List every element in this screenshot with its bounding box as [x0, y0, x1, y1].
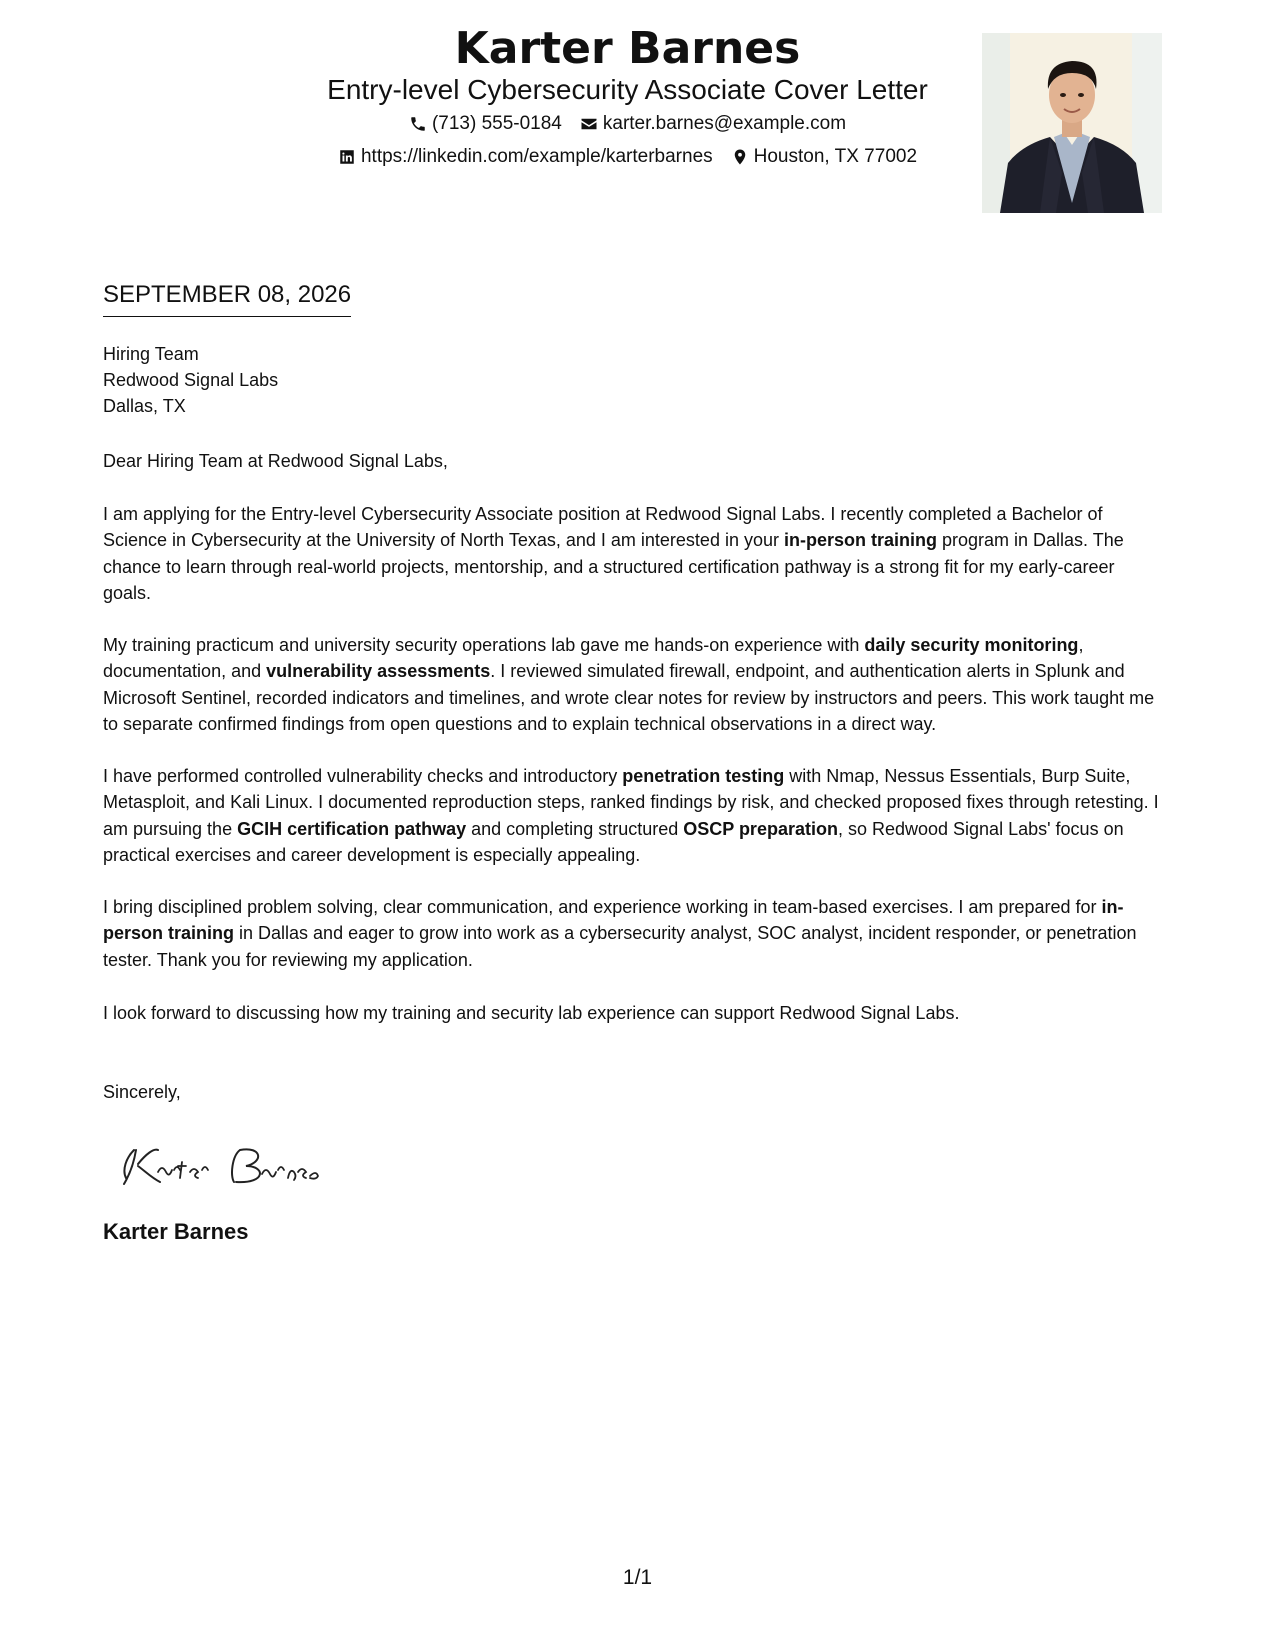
handwritten-signature — [112, 1132, 352, 1192]
body-paragraph-2: My training practicum and university security operations lab gave me hands-on experience with daily security monitoring, documentation, and vulnerability assessments. I reviewed simulated firewall, endpoint, and authentication alerts in Splunk and Microsoft Sentinel, recorded indicators and timelines, and wrote clear notes for review by instructors and peers. This work taught me to separate confirmed findings from open questions and to explain technical observations in a direct way. — [103, 635, 1155, 734]
highlight-in-person-training: in-person training — [783, 530, 937, 551]
contact-linkedin[interactable] — [338, 145, 713, 169]
contact-phone — [409, 112, 562, 136]
body-paragraph-5: I look forward to discussing how my training and security lab experience can support Redwood Signal Labs. — [103, 1003, 960, 1023]
body-paragraph-3: I have performed controlled vulnerability checks and introductory penetration testing with Nmap, Nessus Essentials, Burp Suite, Metasploit, and Kali Linux. I documented reproduction steps, ranked findings by risk, and checked proposed fixes through retesting. I am pursuing the GCIH certification pathway and completing structured OSCP preparation, so Redwood Signal Labs' focus on practical exercises and career development is especially appealing. — [103, 766, 1159, 865]
letter-subtitle: Entry-level Cybersecurity Associate Cover Letter — [327, 74, 928, 105]
recipient-line-2: Redwood Signal Labs — [103, 370, 279, 390]
letter-date: SEPTEMBER 08, 2026 — [103, 280, 351, 317]
signed-name: Karter Barnes — [103, 1219, 249, 1244]
recipient-address — [103, 341, 278, 419]
highlight-daily-security-monitoring: daily security monitoring — [864, 635, 1079, 655]
page-number: 1/1 — [622, 1566, 653, 1589]
recipient-line-3: Dallas, TX — [103, 396, 186, 416]
phone-icon — [409, 115, 427, 133]
linkedin-icon — [338, 148, 356, 166]
highlight-in-person-training-2: in-person training — [103, 897, 1124, 944]
email-text[interactable]: karter.barnes@example.com — [602, 113, 847, 134]
location-text: Houston, TX 77002 — [753, 146, 918, 167]
recipient-line-1: Hiring Team — [103, 344, 199, 364]
body-paragraph-4: I bring disciplined problem solving, clear communication, and experience working in team-based exercises. I am prepared for in-person training in Dallas and eager to grow into work as a cybersecurity analyst, SOC analyst, incident responder, or penetration tester. Thank you for reviewing my application. — [103, 897, 1137, 970]
contact-email[interactable] — [580, 112, 846, 136]
highlight-oscp-preparation: OSCP preparation — [683, 818, 838, 839]
highlight-penetration-testing: penetration testing — [622, 766, 785, 786]
envelope-icon — [580, 115, 598, 133]
highlight-vulnerability-assessments: vulnerability assessments — [266, 661, 491, 682]
contact-location — [731, 145, 917, 169]
linkedin-text[interactable]: https://linkedin.com/example/karterbarnes — [360, 146, 713, 167]
body-paragraph-1: I am applying for the Entry-level Cybersecurity Associate position at Redwood Signal Labs. I recently completed a Bachelor of Science in Cybersecurity at the University of North Texas, and I am interested in your in-person training program in Dallas. The chance to learn through real-world projects, mentorship, and a structured certification pathway is a strong fit for my early-career goals. — [103, 504, 1124, 603]
phone-text: (713) 555-0184 — [431, 113, 562, 134]
closing: Sincerely, — [103, 1082, 181, 1102]
portrait-image — [982, 33, 1162, 213]
highlight-gcih-pathway: GCIH certification pathway — [237, 818, 467, 839]
applicant-name: Karter Barnes — [454, 23, 801, 74]
salutation: Dear Hiring Team at Redwood Signal Labs, — [103, 451, 448, 471]
map-pin-icon — [731, 148, 749, 166]
profile-photo — [982, 33, 1162, 213]
